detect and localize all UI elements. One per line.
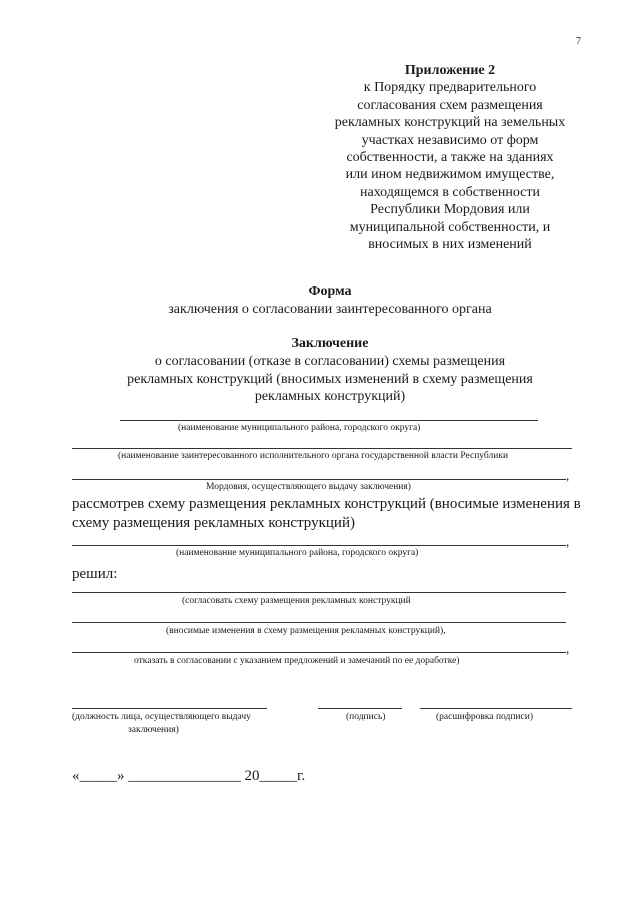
date-open-quote: «: [72, 768, 80, 784]
reviewed-text: схему размещения рекламных конструкций): [72, 515, 355, 531]
conclusion-title: Заключение: [291, 336, 369, 351]
changes-caption: (вносимые изменения в схему размещения рекламных конструкций),: [166, 626, 446, 636]
signature-caption: (подпись): [346, 712, 386, 722]
authority-line-2: [72, 479, 566, 480]
municipality-line-2: [72, 545, 566, 546]
authority-caption-2: Мордовия, осуществляющего выдачу заключения): [206, 482, 411, 492]
decided-label: решил:: [72, 566, 118, 582]
municipality-caption: (наименование муниципального района, городского округа): [178, 423, 421, 433]
appendix-line: муниципальной собственности, и: [349, 219, 551, 235]
appendix-line: или ином недвижимом имуществе,: [345, 167, 555, 183]
conclusion-line: рекламных конструкций): [254, 389, 406, 404]
approve-caption: (согласовать схему размещения рекламных конструкций: [182, 596, 411, 606]
date-year-prefix: 20: [244, 768, 260, 784]
refuse-line: [72, 652, 566, 653]
municipality-line: [120, 420, 538, 421]
refuse-caption: отказать в согласовании с указанием предложений и замечаний по ее доработке): [134, 656, 460, 666]
appendix-line: находящемся в собственности: [359, 184, 541, 200]
form-subtitle: заключения о согласовании заинтересованного органа: [168, 302, 492, 317]
comma: ,: [566, 468, 570, 483]
authority-line: [72, 448, 572, 449]
position-caption-2: заключения): [128, 725, 179, 735]
signature-line: [318, 708, 402, 709]
appendix-line: Республики Мордовия или: [370, 202, 530, 218]
approve-line: [72, 592, 566, 593]
appendix-header: [300, 62, 600, 253]
appendix-line: рекламных конструкций на земельных: [334, 115, 566, 131]
appendix-line: вносимых в них изменений: [368, 237, 532, 253]
appendix-line: собственности, а также на зданиях: [346, 150, 554, 166]
appendix-line: к Порядку предварительного: [363, 80, 537, 96]
appendix-title: Приложение 2: [404, 63, 496, 78]
changes-line: [72, 622, 566, 623]
page-number: 7: [576, 36, 581, 47]
conclusion-line: рекламных конструкций (вносимых изменений в схему размещения: [127, 372, 533, 387]
municipality-caption-2: (наименование муниципального района, городского округа): [176, 548, 419, 558]
comma: ,: [566, 534, 570, 549]
comma: ,: [566, 641, 570, 656]
decoding-caption: (расшифровка подписи): [436, 712, 533, 722]
conclusion-line: о согласовании (отказе в согласовании) схемы размещения: [154, 354, 506, 369]
reviewed-text: рассмотрев схему размещения рекламных конструкций (вносимые изменения в: [72, 496, 581, 512]
form-title: Форма: [308, 284, 352, 299]
date-month: _______________: [128, 768, 241, 784]
date-year: _____: [259, 768, 297, 784]
position-line: [72, 708, 267, 709]
decoding-line: [420, 708, 572, 709]
date-line: [72, 768, 305, 785]
position-caption: (должность лица, осуществляющего выдачу: [72, 712, 251, 722]
appendix-line: согласования схем размещения: [357, 97, 543, 113]
date-year-suffix: г.: [297, 768, 306, 784]
authority-caption: (наименование заинтересованного исполнительного органа государственной власти Республики: [118, 451, 509, 461]
date-close-quote: »: [117, 768, 125, 784]
appendix-line: участках независимо от форм: [361, 132, 539, 148]
date-day: _____: [79, 768, 117, 784]
